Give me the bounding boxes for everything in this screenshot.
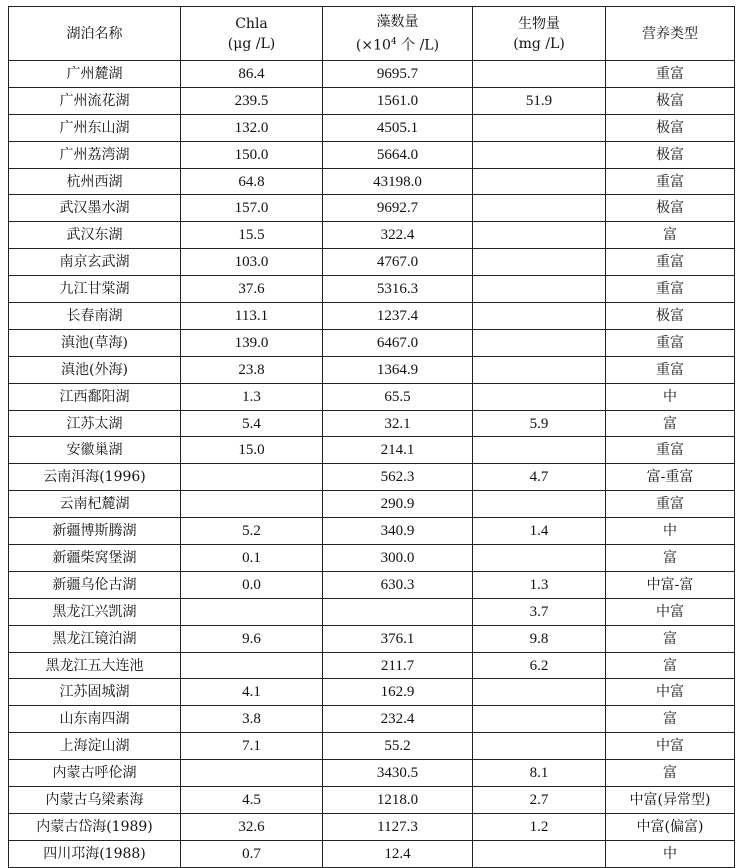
table-body xyxy=(9,61,735,868)
cell-biomass xyxy=(473,437,606,464)
cell-algae-count: 43198.0 xyxy=(323,168,473,195)
cell-chla: 0.0 xyxy=(181,571,323,598)
cell-chla: 37.6 xyxy=(181,276,323,303)
cell-chla: 0.1 xyxy=(181,545,323,572)
cell-chla: 4.5 xyxy=(181,787,323,814)
header-chla-label: Chla xyxy=(235,15,268,32)
cell-lake-name: 武汉墨水湖 xyxy=(9,195,181,222)
cell-trophic-type: 重富 xyxy=(606,437,735,464)
table-row xyxy=(9,383,735,410)
cell-biomass xyxy=(473,545,606,572)
cell-trophic-type: 重富 xyxy=(606,168,735,195)
lake-trophic-table xyxy=(8,6,735,868)
cell-chla: 4.1 xyxy=(181,679,323,706)
table-row xyxy=(9,518,735,545)
cell-biomass: 5.9 xyxy=(473,410,606,437)
cell-trophic-type: 重富 xyxy=(606,249,735,276)
table-row xyxy=(9,571,735,598)
cell-biomass xyxy=(473,61,606,88)
header-biomass-label: 生物量 xyxy=(518,15,560,32)
cell-algae-count: 290.9 xyxy=(323,491,473,518)
cell-algae-count: 12.4 xyxy=(323,840,473,867)
cell-lake-name: 滇池(外海) xyxy=(9,356,181,383)
cell-chla xyxy=(181,491,323,518)
cell-algae-count: 300.0 xyxy=(323,545,473,572)
cell-lake-name: 安徽巢湖 xyxy=(9,437,181,464)
cell-algae-count: 376.1 xyxy=(323,625,473,652)
cell-chla: 132.0 xyxy=(181,114,323,141)
table-row xyxy=(9,195,735,222)
cell-chla: 113.1 xyxy=(181,303,323,330)
cell-lake-name: 黑龙江兴凯湖 xyxy=(9,598,181,625)
table-row xyxy=(9,545,735,572)
cell-biomass xyxy=(473,303,606,330)
table-row xyxy=(9,679,735,706)
cell-lake-name: 内蒙古呼伦湖 xyxy=(9,760,181,787)
cell-chla: 64.8 xyxy=(181,168,323,195)
cell-biomass: 6.2 xyxy=(473,652,606,679)
table-row xyxy=(9,276,735,303)
cell-biomass: 4.7 xyxy=(473,464,606,491)
cell-biomass xyxy=(473,222,606,249)
table-row xyxy=(9,356,735,383)
cell-trophic-type: 中 xyxy=(606,518,735,545)
cell-trophic-type: 中富(偏富) xyxy=(606,813,735,840)
header-algae xyxy=(323,7,473,61)
cell-lake-name: 长春南湖 xyxy=(9,303,181,330)
cell-lake-name: 云南洱海(1996) xyxy=(9,464,181,491)
cell-lake-name: 黑龙江镜泊湖 xyxy=(9,625,181,652)
cell-algae-count: 1237.4 xyxy=(323,303,473,330)
header-lake-name: 湖泊名称 xyxy=(9,7,181,61)
cell-algae-count: 214.1 xyxy=(323,437,473,464)
cell-lake-name: 广州麓湖 xyxy=(9,61,181,88)
cell-trophic-type: 富 xyxy=(606,706,735,733)
cell-chla: 5.4 xyxy=(181,410,323,437)
cell-chla: 15.5 xyxy=(181,222,323,249)
table-row xyxy=(9,625,735,652)
cell-trophic-type: 重富 xyxy=(606,61,735,88)
cell-trophic-type: 富 xyxy=(606,760,735,787)
cell-trophic-type: 重富 xyxy=(606,491,735,518)
cell-lake-name: 江苏太湖 xyxy=(9,410,181,437)
cell-trophic-type: 富 xyxy=(606,410,735,437)
cell-lake-name: 山东南四湖 xyxy=(9,706,181,733)
cell-chla: 7.1 xyxy=(181,733,323,760)
cell-trophic-type: 富 xyxy=(606,652,735,679)
header-algae-unit: ($\times 10^4$ 个 /L) xyxy=(355,36,440,54)
table-row xyxy=(9,491,735,518)
cell-algae-count: 1127.3 xyxy=(323,813,473,840)
cell-algae-count: 1561.0 xyxy=(323,87,473,114)
cell-trophic-type: 中富 xyxy=(606,598,735,625)
cell-trophic-type: 中 xyxy=(606,383,735,410)
cell-algae-count: 3430.5 xyxy=(323,760,473,787)
cell-algae-count: 211.7 xyxy=(323,652,473,679)
cell-biomass: 1.4 xyxy=(473,518,606,545)
cell-lake-name: 新疆博斯腾湖 xyxy=(9,518,181,545)
cell-biomass: 51.9 xyxy=(473,87,606,114)
cell-algae-count: 4505.1 xyxy=(323,114,473,141)
cell-chla xyxy=(181,652,323,679)
cell-lake-name: 新疆乌伦古湖 xyxy=(9,571,181,598)
cell-trophic-type: 极富 xyxy=(606,114,735,141)
cell-biomass xyxy=(473,491,606,518)
cell-lake-name: 广州荔湾湖 xyxy=(9,141,181,168)
cell-lake-name: 广州东山湖 xyxy=(9,114,181,141)
cell-lake-name: 杭州西湖 xyxy=(9,168,181,195)
cell-biomass xyxy=(473,276,606,303)
cell-algae-count: 630.3 xyxy=(323,571,473,598)
cell-trophic-type: 富 xyxy=(606,222,735,249)
cell-lake-name: 九江甘棠湖 xyxy=(9,276,181,303)
cell-biomass: 9.8 xyxy=(473,625,606,652)
table-row xyxy=(9,168,735,195)
cell-chla: 239.5 xyxy=(181,87,323,114)
cell-chla: 3.8 xyxy=(181,706,323,733)
cell-chla: 23.8 xyxy=(181,356,323,383)
table-row xyxy=(9,787,735,814)
table-row xyxy=(9,114,735,141)
cell-biomass xyxy=(473,840,606,867)
cell-algae-count: 562.3 xyxy=(323,464,473,491)
cell-biomass: 1.2 xyxy=(473,813,606,840)
cell-trophic-type: 中 xyxy=(606,840,735,867)
cell-algae-count: 1218.0 xyxy=(323,787,473,814)
cell-chla: 32.6 xyxy=(181,813,323,840)
table-row xyxy=(9,87,735,114)
cell-biomass: 2.7 xyxy=(473,787,606,814)
cell-biomass: 3.7 xyxy=(473,598,606,625)
table-row xyxy=(9,329,735,356)
cell-biomass xyxy=(473,114,606,141)
cell-biomass xyxy=(473,383,606,410)
cell-biomass: 8.1 xyxy=(473,760,606,787)
cell-trophic-type: 重富 xyxy=(606,276,735,303)
cell-algae-count: 65.5 xyxy=(323,383,473,410)
cell-trophic-type: 中富 xyxy=(606,679,735,706)
table-row xyxy=(9,61,735,88)
table-row xyxy=(9,813,735,840)
table-row xyxy=(9,840,735,867)
cell-lake-name: 黑龙江五大连池 xyxy=(9,652,181,679)
cell-algae-count: 340.9 xyxy=(323,518,473,545)
cell-algae-count: 322.4 xyxy=(323,222,473,249)
cell-chla: 157.0 xyxy=(181,195,323,222)
cell-chla: 15.0 xyxy=(181,437,323,464)
cell-algae-count: 4767.0 xyxy=(323,249,473,276)
cell-biomass xyxy=(473,141,606,168)
cell-lake-name: 上海淀山湖 xyxy=(9,733,181,760)
cell-trophic-type: 极富 xyxy=(606,303,735,330)
cell-chla xyxy=(181,464,323,491)
cell-trophic-type: 富-重富 xyxy=(606,464,735,491)
table-row xyxy=(9,706,735,733)
cell-lake-name: 广州流花湖 xyxy=(9,87,181,114)
cell-biomass xyxy=(473,249,606,276)
table-row xyxy=(9,303,735,330)
cell-chla: 103.0 xyxy=(181,249,323,276)
cell-lake-name: 内蒙古乌梁素海 xyxy=(9,787,181,814)
cell-biomass xyxy=(473,356,606,383)
cell-trophic-type: 中富(异常型) xyxy=(606,787,735,814)
cell-algae-count xyxy=(323,598,473,625)
cell-algae-count: 1364.9 xyxy=(323,356,473,383)
table-row xyxy=(9,437,735,464)
header-trophic-type: 营养类型 xyxy=(606,7,735,61)
cell-chla: 150.0 xyxy=(181,141,323,168)
cell-lake-name: 新疆柴窝堡湖 xyxy=(9,545,181,572)
cell-chla: 0.7 xyxy=(181,840,323,867)
cell-trophic-type: 中富 xyxy=(606,733,735,760)
table-row xyxy=(9,141,735,168)
cell-algae-count: 55.2 xyxy=(323,733,473,760)
table-row xyxy=(9,222,735,249)
cell-algae-count: 9692.7 xyxy=(323,195,473,222)
header-biomass xyxy=(473,7,606,61)
cell-lake-name: 江苏固城湖 xyxy=(9,679,181,706)
table-row xyxy=(9,464,735,491)
cell-lake-name: 武汉东湖 xyxy=(9,222,181,249)
cell-lake-name: 四川邛海(1988) xyxy=(9,840,181,867)
table-row xyxy=(9,760,735,787)
header-biomass-unit: (mg /L) xyxy=(513,35,565,52)
cell-lake-name: 内蒙古岱海(1989) xyxy=(9,813,181,840)
cell-chla: 1.3 xyxy=(181,383,323,410)
cell-trophic-type: 重富 xyxy=(606,356,735,383)
header-algae-label: 藻数量 xyxy=(376,13,419,30)
cell-chla xyxy=(181,760,323,787)
cell-trophic-type: 极富 xyxy=(606,195,735,222)
cell-trophic-type: 重富 xyxy=(606,329,735,356)
cell-algae-count: 232.4 xyxy=(323,706,473,733)
table-row xyxy=(9,733,735,760)
cell-biomass: 1.3 xyxy=(473,571,606,598)
table-row xyxy=(9,652,735,679)
table-row xyxy=(9,410,735,437)
cell-biomass xyxy=(473,706,606,733)
cell-trophic-type: 极富 xyxy=(606,141,735,168)
cell-biomass xyxy=(473,195,606,222)
cell-lake-name: 云南杞麓湖 xyxy=(9,491,181,518)
cell-chla: 139.0 xyxy=(181,329,323,356)
cell-chla: 5.2 xyxy=(181,518,323,545)
cell-biomass xyxy=(473,168,606,195)
cell-algae-count: 162.9 xyxy=(323,679,473,706)
cell-biomass xyxy=(473,329,606,356)
cell-trophic-type: 富 xyxy=(606,625,735,652)
cell-trophic-type: 中富-富 xyxy=(606,571,735,598)
cell-lake-name: 南京玄武湖 xyxy=(9,249,181,276)
header-chla xyxy=(181,7,323,61)
cell-trophic-type: 富 xyxy=(606,545,735,572)
cell-lake-name: 滇池(草海) xyxy=(9,329,181,356)
header-chla-unit: (μg /L) xyxy=(227,35,276,52)
cell-chla: 86.4 xyxy=(181,61,323,88)
header-row xyxy=(9,7,735,61)
lake-trophic-table-container xyxy=(8,6,734,868)
cell-biomass xyxy=(473,679,606,706)
table-row xyxy=(9,249,735,276)
cell-chla: 9.6 xyxy=(181,625,323,652)
cell-algae-count: 5316.3 xyxy=(323,276,473,303)
cell-lake-name: 江西鄱阳湖 xyxy=(9,383,181,410)
cell-algae-count: 6467.0 xyxy=(323,329,473,356)
table-row xyxy=(9,598,735,625)
cell-trophic-type: 极富 xyxy=(606,87,735,114)
cell-algae-count: 5664.0 xyxy=(323,141,473,168)
cell-algae-count: 32.1 xyxy=(323,410,473,437)
cell-algae-count: 9695.7 xyxy=(323,61,473,88)
cell-chla xyxy=(181,598,323,625)
table-header xyxy=(9,7,735,61)
cell-biomass xyxy=(473,733,606,760)
